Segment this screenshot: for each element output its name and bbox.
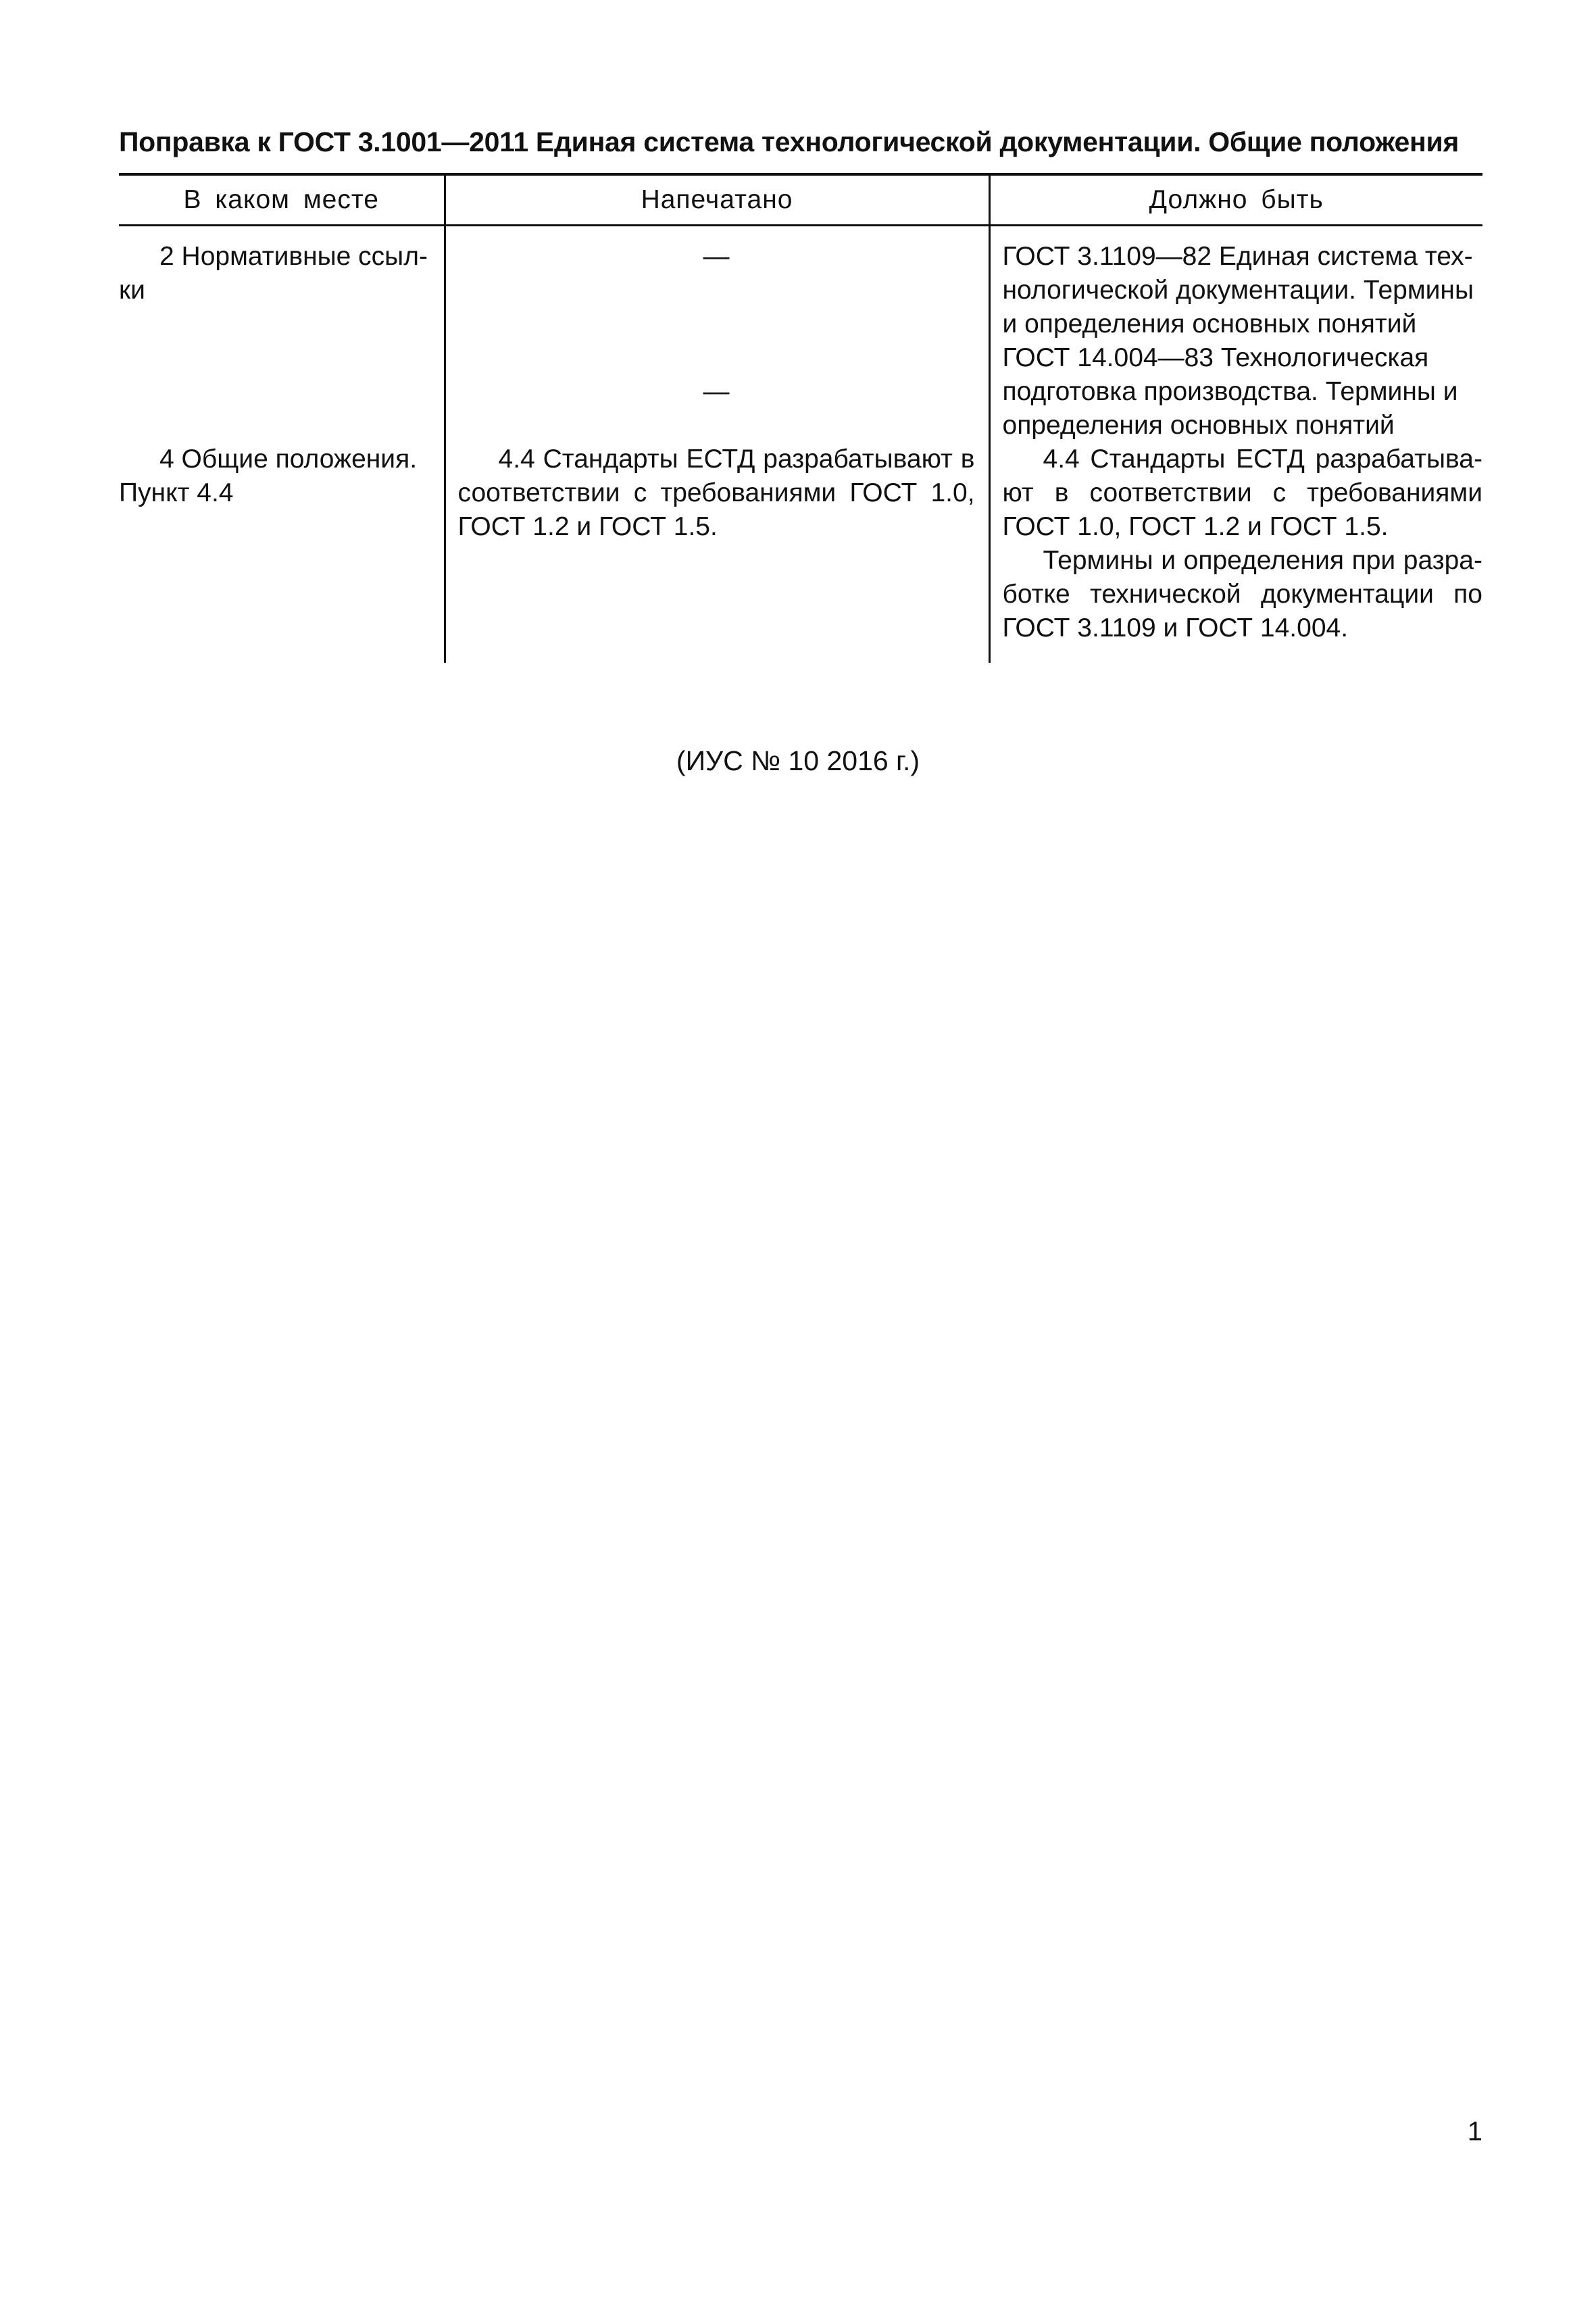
table-row — [119, 443, 1482, 663]
column-header-place: В каком месте — [119, 174, 445, 226]
table-header-row — [119, 174, 1482, 226]
spacer — [458, 274, 975, 307]
place-text: 2 Нормативные ссылки — [119, 242, 428, 305]
table-body — [119, 226, 1482, 663]
printed-dash: — — [703, 242, 730, 271]
page-number: 1 — [1467, 2117, 1482, 2146]
table-header — [119, 174, 1482, 226]
should-be-text: 4.4 Стандарты ЕСТД разрабатывают в соответствии с требованиями ГОСТ 1.0, ГОСТ 1.2 и ГОСТ 1.5. — [1002, 445, 1482, 541]
should-be-text: ГОСТ 14.004—83 Технологическая подготовка производства. Термины и определения основных понятий — [1002, 343, 1458, 440]
cell-place — [119, 226, 445, 443]
column-header-should-be: Должно быть — [989, 174, 1482, 226]
source-note: (ИУС № 10 2016 г.) — [676, 745, 920, 776]
cell-place — [119, 443, 445, 663]
should-be-text: ГОСТ 3.1109—82 Единая система технологической документации. Термины и определения основных понятий — [1002, 242, 1474, 338]
spacer — [458, 307, 975, 341]
printed-text: 4.4 Стандарты ЕСТД разрабатывают в соответствии с требованиями ГОСТ 1.0, ГОСТ 1.2 и ГОСТ 1.5. — [457, 445, 975, 541]
cell-should-be — [989, 226, 1482, 443]
cell-printed — [445, 443, 989, 663]
spacer — [458, 341, 975, 375]
amendment-table — [119, 173, 1482, 663]
should-be-text: Термины и определения при разработке технической документации по ГОСТ 3.1109 и ГОСТ 14.004. — [1002, 546, 1482, 643]
place-text: 4 Общие положения. Пункт 4.4 — [119, 445, 418, 507]
cell-should-be — [989, 443, 1482, 663]
cell-printed — [445, 226, 989, 443]
column-header-printed: Напечатано — [445, 174, 989, 226]
document-title: Поправка к ГОСТ 3.1001—2011 Единая система технологической документации. Общие положения — [119, 126, 1460, 157]
printed-dash: — — [703, 377, 730, 406]
table-row — [119, 226, 1482, 443]
